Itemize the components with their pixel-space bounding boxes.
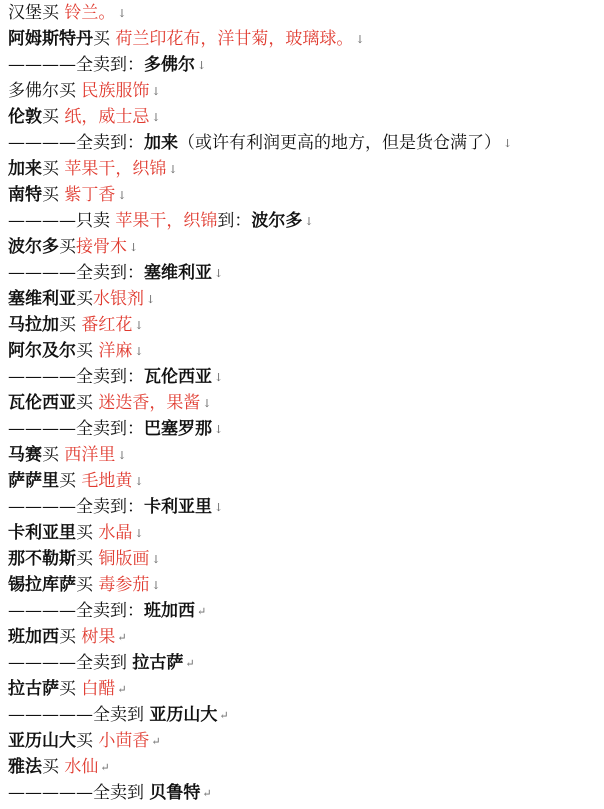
line-text: 多佛尔买 xyxy=(8,81,76,101)
line-text: 到： xyxy=(217,211,252,231)
city-name: 阿姆斯特丹 xyxy=(8,29,93,49)
city-name: 塞维利亚 xyxy=(8,289,76,309)
line-text: ————全卖到 xyxy=(8,653,133,673)
city-name: 波尔多 xyxy=(251,211,303,231)
paragraph-mark-icon: ↓ xyxy=(134,526,144,540)
document-line xyxy=(0,52,604,78)
goods-text: 小茴香 xyxy=(93,731,150,751)
paragraph-mark-icon: ↓ xyxy=(214,266,224,280)
document-line xyxy=(0,338,604,364)
city-name: 马赛 xyxy=(8,445,42,465)
paragraph-mark-icon: ↓ xyxy=(168,162,178,176)
document-line xyxy=(0,702,604,728)
line-text: 买 xyxy=(76,523,93,543)
goods-text: 铃兰。 xyxy=(59,3,116,23)
line-text: 买 xyxy=(42,185,59,205)
line-text: 买 xyxy=(59,471,76,491)
document-line xyxy=(0,728,604,754)
line-text: 买 xyxy=(76,549,93,569)
line-text: 汉堡买 xyxy=(8,3,59,23)
goods-text: 铜版画 xyxy=(93,549,150,569)
document-line xyxy=(0,572,604,598)
document-line xyxy=(0,624,604,650)
document-line xyxy=(0,208,604,234)
goods-text: 洋麻 xyxy=(93,341,133,361)
line-text: 买 xyxy=(76,731,93,751)
city-name: 班加西 xyxy=(144,601,195,621)
document-line xyxy=(0,780,604,806)
city-name: 瓦伦西亚 xyxy=(8,393,76,413)
city-name: 亚历山大 xyxy=(149,705,218,725)
document-line xyxy=(0,26,604,52)
paragraph-mark-icon: ↓ xyxy=(117,6,127,20)
paragraph-mark-icon: ↓ xyxy=(151,578,161,592)
line-text: ————只卖 xyxy=(8,211,110,231)
line-text: —————全卖到 xyxy=(8,705,150,725)
goods-text: 番红花 xyxy=(76,315,133,335)
goods-text: 毒参茄 xyxy=(93,575,150,595)
line-text: 买 xyxy=(59,237,76,257)
line-text: ————全卖到： xyxy=(8,55,144,75)
city-name: 加来 xyxy=(144,133,178,153)
document-line xyxy=(0,286,604,312)
paragraph-mark-icon: ↓ xyxy=(117,188,127,202)
line-text: 买 xyxy=(76,289,93,309)
line-text: 买 xyxy=(76,393,93,413)
line-text: ————全卖到： xyxy=(8,497,144,517)
paragraph-mark-icon: ↓ xyxy=(214,370,224,384)
line-text: 买 xyxy=(76,341,93,361)
city-name: 卡利亚里 xyxy=(8,523,76,543)
paragraph-mark-icon: ↵ xyxy=(219,708,229,722)
document-line xyxy=(0,130,604,156)
city-name: 萨萨里 xyxy=(8,471,59,491)
document-line xyxy=(0,650,604,676)
goods-text: 白醋 xyxy=(76,679,116,699)
document-line xyxy=(0,754,604,780)
document-line xyxy=(0,78,604,104)
paragraph-mark-icon: ↓ xyxy=(197,58,207,72)
line-text: 买 xyxy=(42,159,59,179)
document-line xyxy=(0,390,604,416)
city-name: 阿尔及尔 xyxy=(8,341,76,361)
document-line xyxy=(0,520,604,546)
paragraph-mark-icon: ↓ xyxy=(134,474,144,488)
paragraph-mark-icon: ↓ xyxy=(214,422,224,436)
document-line xyxy=(0,312,604,338)
line-text: ————全卖到： xyxy=(8,367,144,387)
goods-text: 接骨木 xyxy=(76,237,127,257)
city-name: 贝鲁特 xyxy=(149,783,201,803)
goods-text: 紫丁香 xyxy=(59,185,116,205)
document-line xyxy=(0,598,604,624)
city-name: 多佛尔 xyxy=(144,55,195,75)
paragraph-mark-icon: ↵ xyxy=(100,760,110,774)
paragraph-mark-icon: ↵ xyxy=(117,630,127,644)
paragraph-mark-icon: ↓ xyxy=(503,136,513,150)
line-text: 买 xyxy=(42,757,59,777)
city-name: 锡拉库萨 xyxy=(8,575,76,595)
city-name: 巴塞罗那 xyxy=(144,419,212,439)
document-line xyxy=(0,416,604,442)
line-text: 买 xyxy=(59,627,76,647)
city-name: 亚历山大 xyxy=(8,731,76,751)
city-name: 南特 xyxy=(8,185,42,205)
goods-text: 荷兰印花布，洋甘菊，玻璃球。 xyxy=(110,29,354,49)
document-line xyxy=(0,104,604,130)
paragraph-mark-icon: ↓ xyxy=(129,240,139,254)
document-line xyxy=(0,676,604,702)
line-text: 买 xyxy=(59,315,76,335)
line-text: ————全卖到： xyxy=(8,263,144,283)
city-name: 伦敦 xyxy=(8,107,42,127)
line-text: 买 xyxy=(42,445,59,465)
goods-text: 苹果干，织锦 xyxy=(59,159,167,179)
paragraph-mark-icon: ↓ xyxy=(304,214,314,228)
city-name: 雅法 xyxy=(8,757,42,777)
city-name: 波尔多 xyxy=(8,237,59,257)
paragraph-mark-icon: ↵ xyxy=(185,656,195,670)
city-name: 卡利亚里 xyxy=(144,497,212,517)
paragraph-mark-icon: ↵ xyxy=(197,604,207,618)
document-line xyxy=(0,364,604,390)
document-line xyxy=(0,234,604,260)
line-text: ————全卖到： xyxy=(8,133,144,153)
city-name: 马拉加 xyxy=(8,315,59,335)
line-text: 买 xyxy=(42,107,59,127)
paragraph-mark-icon: ↵ xyxy=(151,734,161,748)
goods-text: 树果 xyxy=(76,627,116,647)
paragraph-mark-icon: ↓ xyxy=(214,500,224,514)
paragraph-mark-icon: ↓ xyxy=(117,448,127,462)
goods-text: 水银剂 xyxy=(93,289,144,309)
goods-text: 民族服饰 xyxy=(76,81,150,101)
line-text: ————全卖到： xyxy=(8,419,144,439)
city-name: 塞维利亚 xyxy=(144,263,212,283)
paragraph-mark-icon: ↓ xyxy=(134,318,144,332)
line-text: 买 xyxy=(59,679,76,699)
paragraph-mark-icon: ↓ xyxy=(146,292,156,306)
paragraph-mark-icon: ↓ xyxy=(151,110,161,124)
paragraph-mark-icon: ↓ xyxy=(202,396,212,410)
line-text: （或许有利润更高的地方，但是货仓满了） xyxy=(178,133,501,153)
goods-text: 迷迭香，果酱 xyxy=(93,393,201,413)
document-line xyxy=(0,182,604,208)
goods-text: 西洋里 xyxy=(59,445,116,465)
goods-text: 毛地黄 xyxy=(76,471,133,491)
paragraph-mark-icon: ↓ xyxy=(355,32,365,46)
goods-text: 水仙 xyxy=(59,757,99,777)
line-text: 买 xyxy=(93,29,110,49)
goods-text: 纸，威士忌 xyxy=(59,107,150,127)
city-name: 拉古萨 xyxy=(8,679,59,699)
document-line xyxy=(0,546,604,572)
document-line xyxy=(0,468,604,494)
city-name: 班加西 xyxy=(8,627,59,647)
paragraph-mark-icon: ↓ xyxy=(151,84,161,98)
goods-text: 水晶 xyxy=(93,523,133,543)
paragraph-mark-icon: ↓ xyxy=(151,552,161,566)
goods-text: 苹果干，织锦 xyxy=(110,211,218,231)
city-name: 拉古萨 xyxy=(132,653,184,673)
line-text: ————全卖到： xyxy=(8,601,144,621)
paragraph-mark-icon: ↓ xyxy=(134,344,144,358)
line-text: 买 xyxy=(76,575,93,595)
city-name: 那不勒斯 xyxy=(8,549,76,569)
document-line xyxy=(0,260,604,286)
document-line xyxy=(0,442,604,468)
city-name: 瓦伦西亚 xyxy=(144,367,212,387)
document-line xyxy=(0,494,604,520)
document-line xyxy=(0,0,604,26)
paragraph-mark-icon: ↵ xyxy=(202,786,212,800)
document-line xyxy=(0,156,604,182)
city-name: 加来 xyxy=(8,159,42,179)
paragraph-mark-icon: ↵ xyxy=(117,682,127,696)
line-text: —————全卖到 xyxy=(8,783,150,803)
